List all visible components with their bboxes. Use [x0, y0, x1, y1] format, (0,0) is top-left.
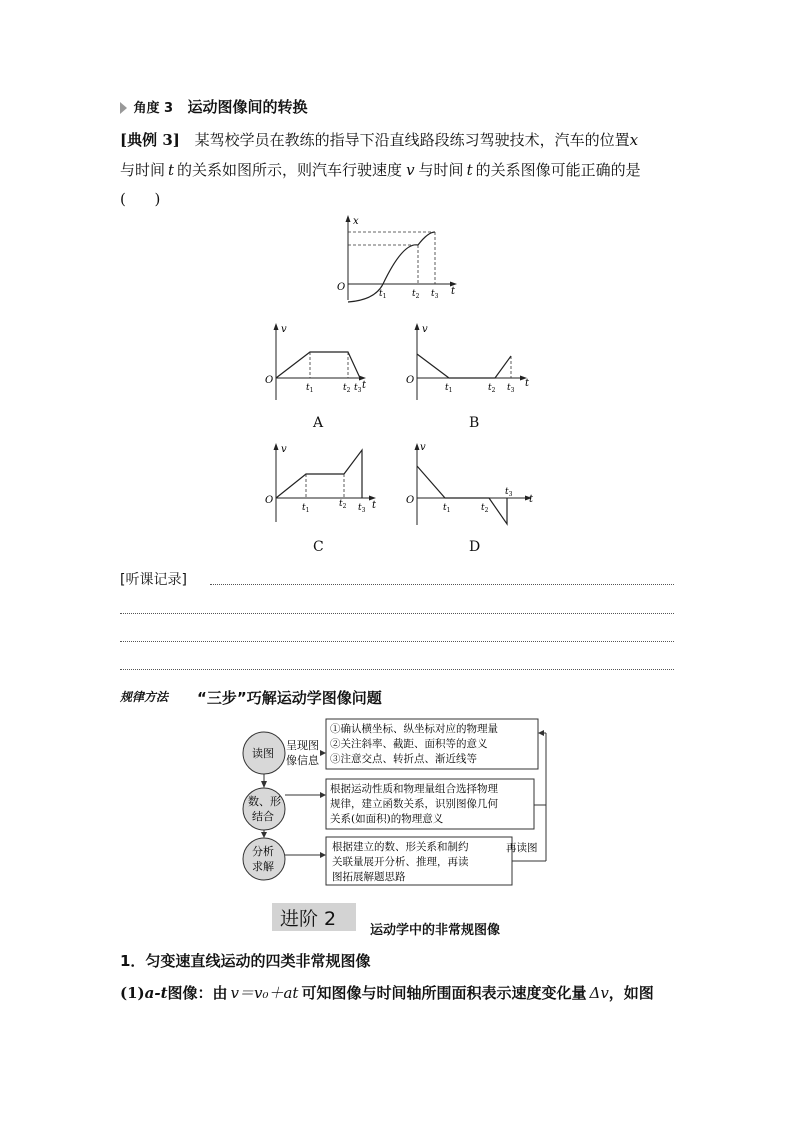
t1-label: $t_1$: [445, 383, 453, 394]
option-c-graph: [262, 440, 382, 525]
option-a-label: A: [313, 415, 324, 431]
v-axis-label: v: [422, 324, 428, 335]
t3-label: $t_3$: [358, 503, 366, 514]
step2-box-line-1: 根据运动性质和物理量组合选择物理: [330, 783, 498, 795]
option-b-label: B: [469, 415, 480, 431]
step2-circle-text-2: 结合: [252, 810, 274, 823]
notes-line-4[interactable]: [120, 669, 674, 670]
t3-label: $t_3$: [505, 487, 513, 498]
t2-label: $t_2$: [481, 503, 489, 514]
v-axis-label: v: [281, 444, 287, 455]
step1-circle-text: 读图: [252, 747, 274, 760]
notes-line-2[interactable]: [120, 613, 674, 614]
v-axis-label: v: [281, 324, 287, 335]
section-header: [120, 96, 308, 117]
origin-label: O: [265, 495, 274, 506]
origin-label: O: [406, 495, 415, 506]
t-axis-label: t: [362, 380, 367, 391]
method-tag: 规律方法: [120, 690, 169, 704]
notes-label: [听课记录]: [120, 572, 187, 588]
step2-box-line-3: 关系(如面积)的物理意义: [330, 813, 444, 825]
step1-label-2: 像信息: [286, 754, 319, 767]
t2-label: $t_2$: [412, 289, 420, 300]
option-d-label: D: [469, 539, 481, 555]
origin-label: O: [265, 375, 274, 386]
example-text-1: 某驾校学员在教练的指导下沿直线路段练习驾驶技术，汽车的位置: [194, 131, 630, 149]
t1-label: $t_1$: [443, 503, 451, 514]
step1-box-line-1: ①确认横坐标、纵坐标对应的物理量: [330, 723, 498, 735]
step3-circle-text-2: 求解: [252, 860, 274, 873]
origin-label: O: [337, 282, 346, 293]
t2-label: $t_2$: [343, 383, 351, 394]
t-axis-label: t: [529, 494, 534, 505]
formula: v＝v₀＋at: [230, 984, 299, 1002]
t3-label: $t_3$: [431, 289, 439, 300]
v-axis-label: v: [420, 442, 426, 453]
section-tag: 角度 3: [133, 101, 174, 116]
step3-box-line-3: 图拓展解题思路: [332, 871, 406, 883]
t-axis-label: t: [525, 378, 530, 389]
advance-badge: [272, 903, 356, 931]
t-axis-label: t: [372, 500, 377, 511]
triangle-bullet-icon: [120, 102, 127, 114]
notes-line-3[interactable]: [120, 641, 674, 642]
t1-label: $t_1$: [379, 289, 387, 300]
answer-paren: ( ): [120, 190, 161, 208]
option-a-graph: [262, 320, 372, 405]
option-b-graph: [403, 320, 533, 405]
t3-label: $t_3$: [354, 383, 362, 394]
advance-badge-text: 进阶 2: [280, 908, 337, 930]
t1-label: $t_1$: [306, 383, 314, 394]
option-d-graph: [403, 440, 538, 530]
step1-box-line-3: ③注意交点、转折点、渐近线等: [330, 753, 477, 765]
step3-box-line-1: 根据建立的数、形关系和制约: [332, 841, 469, 853]
t-axis-label: t: [451, 286, 456, 297]
t1-label: $t_1$: [302, 503, 310, 514]
step2-box-line-2: 规律，建立函数关系，识别图像几何: [330, 798, 498, 810]
origin-label: O: [406, 375, 415, 386]
step3-circle-text-1: 分析: [252, 845, 274, 858]
example-line-1: [典例 3] 某驾校学员在教练的指导下沿直线路段练习驾驶技术，汽车的位置x: [120, 131, 639, 149]
t2-label: $t_2$: [488, 383, 496, 394]
section-title: 运动图像间的转换: [187, 98, 308, 116]
method-title: “三步”巧解运动学图像问题: [197, 689, 382, 707]
reread-label: 再读图: [506, 842, 538, 854]
x-t-graph: [333, 212, 463, 308]
t3-label: $t_3$: [507, 383, 515, 394]
method-flowchart: [240, 715, 560, 890]
step1-box-line-2: ②关注斜率、截距、面积等的意义: [330, 738, 488, 750]
option-c-label: C: [313, 539, 324, 555]
step2-circle-text-1: 数、形: [248, 795, 281, 808]
step3-box-line-2: 关联量展开分析、推理，再读: [332, 856, 469, 868]
step1-label-1: 呈现图: [286, 739, 319, 752]
x-axis-label: x: [353, 216, 359, 227]
section1-paragraph: (1)a-t图像：由 v＝v₀＋at 可知图像与时间轴所围面积表示速度变化量 Δv，如图: [120, 984, 654, 1002]
example-label: [典例 3]: [120, 131, 180, 149]
t2-label: $t_2$: [339, 499, 347, 510]
notes-line-1[interactable]: [210, 584, 674, 585]
example-line-2: 与时间 t 的关系如图所示，则汽车行驶速度 v 与时间 t 的关系图像可能正确的是: [120, 161, 641, 179]
advance-title: 运动学中的非常规图像: [370, 923, 501, 938]
section1-heading: 1．匀变速直线运动的四类非常规图像: [120, 952, 371, 970]
